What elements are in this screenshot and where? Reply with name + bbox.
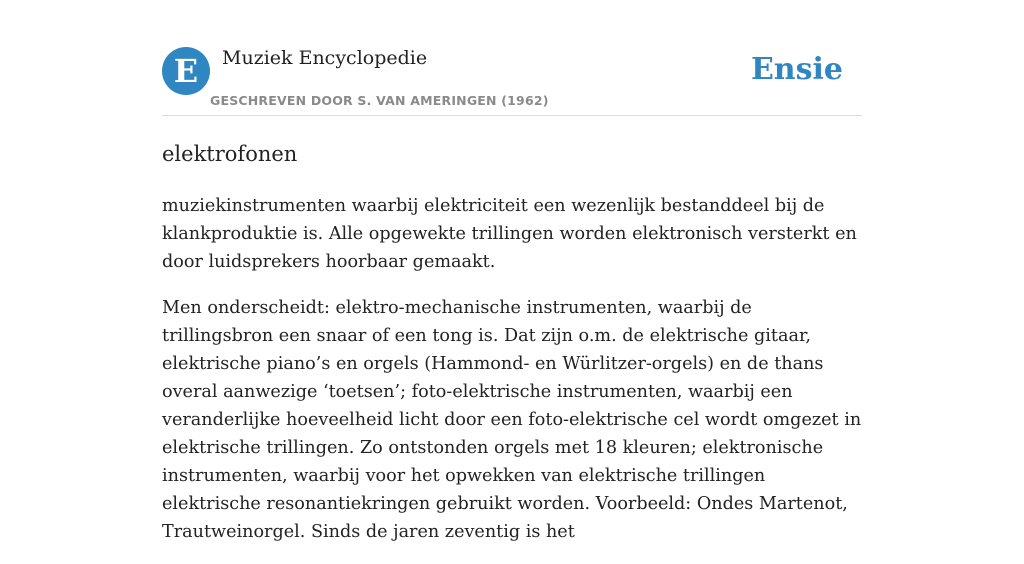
brand-logo[interactable]: Ensie — [750, 52, 843, 87]
ensie-logo-icon[interactable]: E — [162, 47, 210, 95]
entry-paragraph: muziekinstrumenten waarbij elektriciteit een wezenlijk bestanddeel bij de klankproduktie is. Alle opgewekte trillingen worden elektronisch versterkt en door luidsprekers hoorbaar gemaakt. — [162, 196, 857, 272]
entry-body — [162, 192, 867, 564]
entry-paragraph: Men onderscheidt: elektro-mechanische instrumenten, waarbij de trillingsbron een snaar of een tong is. Dat zijn o.m. de elektrische gitaar, elektrische piano’s en orgels (Hammond- en Würlitzer-orgels) en de thans overal aanwezige ‘toetsen’; foto-elektrische instrumenten, waarbij een veranderlijke hoeveelheid licht door een foto-elektrische cel wordt omgezet in elektrische trillingen. Zo ontstonden orgels met 18 kleuren; elektronische instrumenten, waarbij voor het opwekken van elektrische trillingen elektrische resonantiekringen gebruikt worden. Voorbeeld: Ondes Martenot, Trautweinorgel. Sinds de jaren zeventig is het — [162, 298, 862, 542]
entry-title: elektrofonen — [162, 142, 298, 166]
site-header — [162, 46, 862, 116]
header-divider — [162, 115, 862, 116]
site-title[interactable]: Muziek Encyclopedie — [222, 47, 428, 69]
author-byline: GESCHREVEN DOOR S. VAN AMERINGEN (1962) — [210, 93, 549, 108]
